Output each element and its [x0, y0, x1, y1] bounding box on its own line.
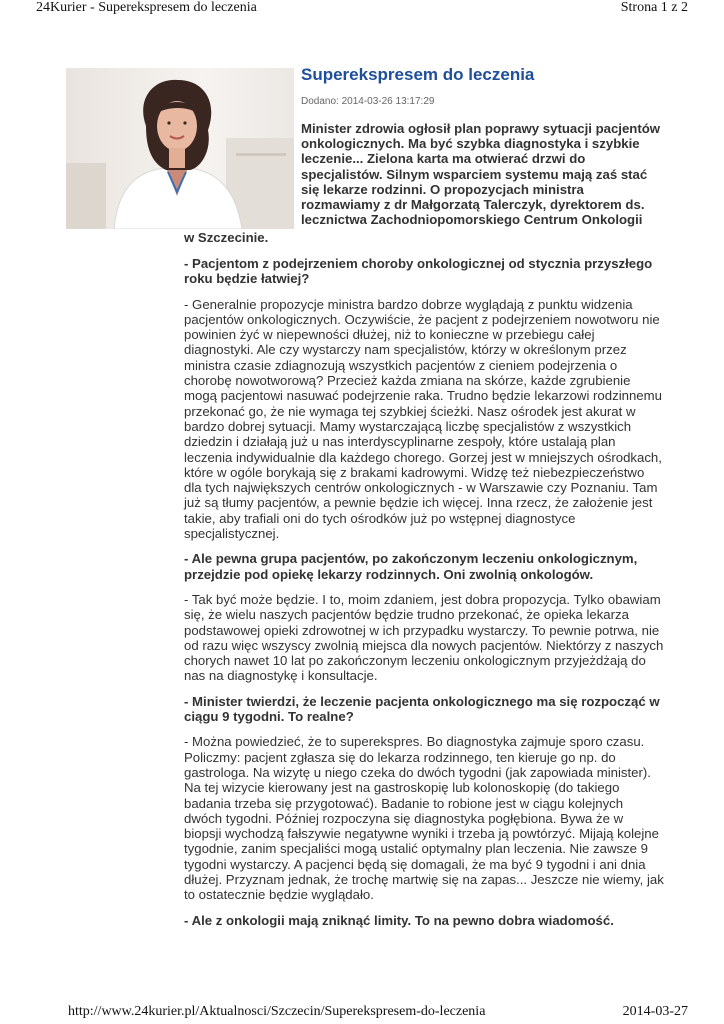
question-2: - Ale pewna grupa pacjentów, po zakończonym leczeniu onkologicznym, przejdzie pod opiekę lekarzy rodzinnych. Oni zwolnią onkologów.	[184, 551, 638, 582]
article-title: Superekspresem do leczenia	[301, 65, 535, 84]
answer-1: - Generalnie propozycje ministra bardzo dobrze wyglądają z punktu widzenia pacjentów onkologicznych. Oczywiście, że pacjent z podejrzeniem nowotworu nie powinien żyć w niepewności dłużej, niż to konieczne w przebiegu całej diagnostyki. Ale czy wystarczy nam specjalistów, którzy w określonym przez ministra czasie zdiagnozują wszystkich pacjentów z cieniem podejrzenia o chorobę nowotworową? Przecież każda zmiana na skórze, każde zgrubienie mogą pacjentowi nasuwać podejrzenie raka. Trudno będzie lekarzowi rodzinnemu przekonać go, że nie wymaga tej szybkiej ścieżki. Nasz ośrodek jest akurat w bardzo dobrej sytuacji. Mamy wystarczającą liczbę specjalistów z wszystkich dziedzin i działają już u nas interdyscyplinarne zespoły, które ustalają plan leczenia indywidualnie dla każdego chorego. Gorzej jest w mniejszych ośrodkach, które w ogóle borykają się z brakami kadrowymi. Widzę też niebezpieczeństwo dla tych największych centrów onkologicznych - w Warszawie czy Poznaniu. Tam już są tłumy pacjentów, a pewnie będzie ich więcej. Inna rzecz, że założenie jest takie, aby trafiali oni do tych ośrodków już po wstępnej diagnostyce specjalistycznej.	[184, 296, 662, 542]
source-url[interactable]: http://www.24kurier.pl/Aktualnosci/Szczecin/Superekspresem-do-leczenia	[68, 1004, 486, 1019]
print-date: 2014-03-27	[622, 1004, 688, 1019]
page-footer	[0, 1004, 724, 1024]
article-photo	[66, 68, 294, 229]
page-header	[0, 0, 724, 22]
question-1: - Pacjentom z podejrzeniem choroby onkologicznej od stycznia przyszłego roku będzie łatwiej?	[184, 256, 653, 287]
question-3: - Minister twierdzi, że leczenie pacjenta onkologicznego ma się rozpocząć w ciągu 9 tygodni. To realne?	[184, 693, 660, 725]
page-header-title: 24Kurier - Superekspresem do leczenia	[36, 0, 257, 15]
article-body	[184, 256, 664, 938]
answer-2: - Tak być może będzie. I to, moim zdaniem, jest dobra propozycja. Tylko obawiam się, że wielu naszych pacjentów będzie trudno przekonać, że opieka lekarza podstawowej opieki zdrowotnej w ich przypadku wystarczy. To pewnie potrwa, nie od razu więc wszyscy zwolnią miejsca dla nowych pacjentów. Niektórzy z naszych chorych nawet 10 lat po zakończonym leczeniu onkologicznym przyjeżdżają do nas na diagnostykę i konsultacje.	[184, 591, 664, 684]
article-date: Dodano: 2014-03-26 13:17:29	[301, 96, 435, 107]
answer-3: - Można powiedzieć, że to superekspres. Bo diagnostyka zajmuje sporo czasu. Policzmy: pacjent zgłasza się do lekarza rodzinnego, ten kieruje go np. do gastrologa. Na wizytę u niego czeka do dwóch tygodni (jak zapowiada minister). Na tej wizycie kierowany jest na gastroskopię lub kolonoskopię (do takiego badania trzeba się przygotować). Badanie to robione jest w ciągu kolejnych dwóch tygodni. Później rozpoczyna się diagnostyka pogłębiona. Bywa że w biopsji wychodzą fałszywie negatywne wyniki i trzeba ją powtórzyć. Mijają kolejne tygodnie, zanim specjaliści mogą ustalić optymalny plan leczenia. Nie zawsze 9 tygodni wystarczy. A pacjenci będą się domagali, że ma być 9 tygodni i ani dnia dłużej. Przyznam jednak, że trochę martwię się na zapas... Jeszcze nie wiemy, jak to ostatecznie będzie wyglądało.	[184, 734, 664, 903]
question-4: - Ale z onkologii mają zniknąć limity. To na pewno dobra wiadomość.	[184, 912, 614, 928]
page-number: Strona 1 z 2	[620, 0, 688, 15]
article-lead: Minister zdrowia ogłosił plan poprawy sytuacji pacjentów onkologicznych. Ma być szybka diagnostyka i szybkie leczenie... Zielona karta ma otwierać drzwi do specjalistów. Silnym wsparciem systemu mają zaś stać się lekarze rodzinni. O propozycjach ministra rozmawiamy z dr Małgorzatą Talerczyk, dyrektorem ds. lecznictwa Zachodniopomorskiego Centrum Onkologii	[301, 121, 661, 228]
article-lead-tail: w Szczecinie.	[184, 230, 269, 245]
